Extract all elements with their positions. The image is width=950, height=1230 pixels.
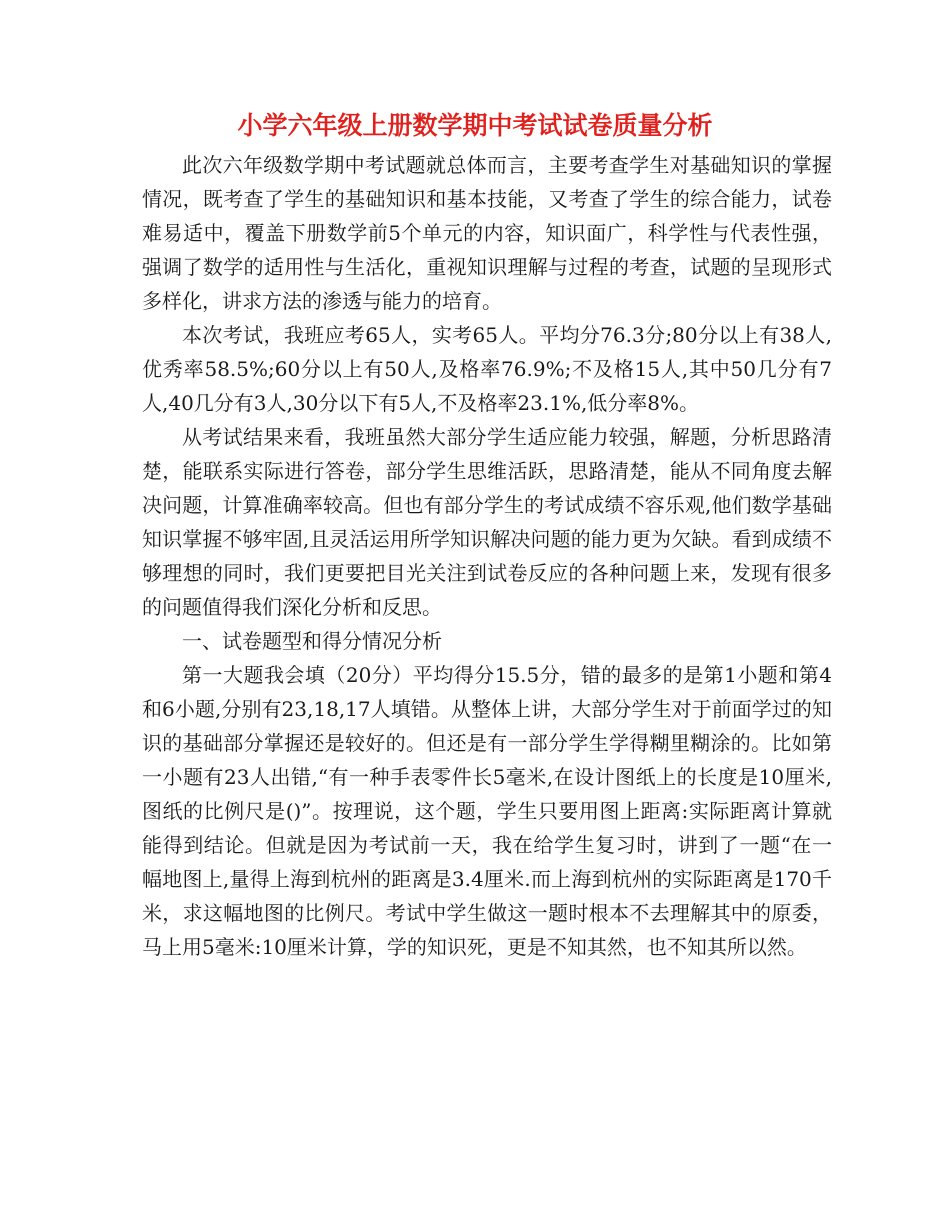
paragraph-results: 从考试结果来看，我班虽然大部分学生适应能力较强，解题，分析思路清楚，能联系实际进行答卷，部分学生思维活跃，思路清楚，能从不同角度去解决问题，计算准确率较高。但也有部分学生的考试成绩不容乐观,他们数学基础知识掌握不够牢固,且灵活运用所学知识解决问题的能力更为欠缺。看到成绩不够理想的同时，我们更要把目光关注到试卷反应的各种问题上来，发现有很多的问题值得我们深化分析和反思。 xyxy=(142,425,832,619)
document-body xyxy=(142,148,832,964)
paragraph-statistics: 本次考试，我班应考65人，实考65人。平均分76.3分;80分以上有38人,优秀率58.5%;60分以上有50人,及格率76.9%;不及格15人,其中50几分有7人,40几分有3人,30分以下有5人,不及格率23.1%,低分率8%。 xyxy=(142,323,832,415)
section-heading: 一、试卷题型和得分情况分析 xyxy=(182,629,442,653)
paragraph-overview: 此次六年级数学期中考试题就总体而言，主要考查学生对基础知识的掌握情况，既考查了学生的基础知识和基本技能，又考查了学生的综合能力，试卷难易适中，覆盖下册数学前5个单元的内容，知识面广，科学性与代表性强，强调了数学的适用性与生活化，重视知识理解与过程的考查，试题的呈现形式多样化，讲求方法的渗透与能力的培育。 xyxy=(142,153,832,313)
document-title: 小学六年级上册数学期中考试试卷质量分析 xyxy=(237,111,713,140)
paragraph-question-one: 第一大题我会填（20分）平均得分15.5分，错的最多的是第1小题和第4和6小题,分别有23,18,17人填错。从整体上讲，大部分学生对于前面学过的知识的基础部分掌握还是较好的。但还是有一部分学生学得糊里糊涂的。比如第一小题有23人出错,“有一种手表零件长5毫米,在设计图纸上的长度是10厘米,图纸的比例尺是()”。按理说，这个题，学生只要用图上距离:实际距离计算就能得到结论。但就是因为考试前一天，我在给学生复习时，讲到了一题“在一幅地图上,量得上海到杭州的距离是3.4厘米.而上海到杭州的实际距离是170千米，求这幅地图的比例尺。考试中学生做这一题时根本不去理解其中的原委，马上用5毫米:10厘米计算，学的知识死，更是不知其然，也不知其所以然。 xyxy=(142,663,832,959)
